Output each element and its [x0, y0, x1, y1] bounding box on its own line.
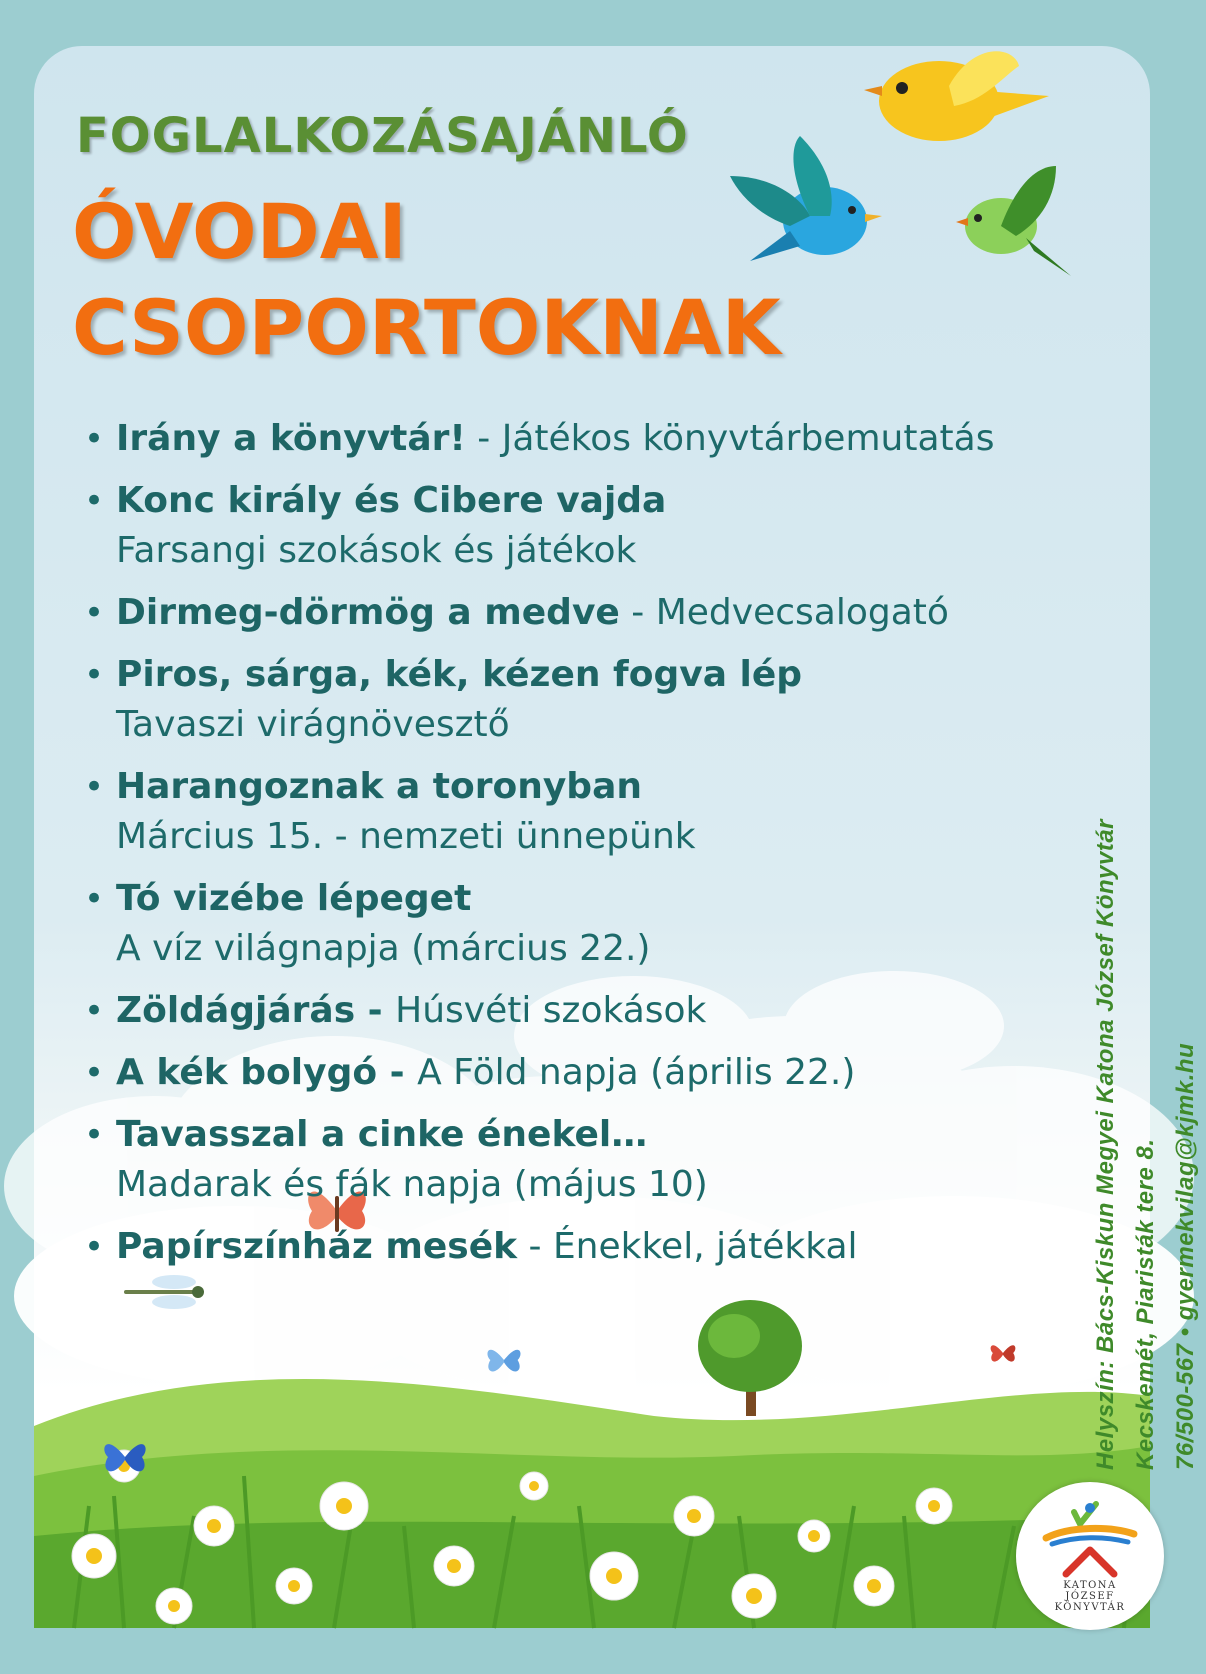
butterfly-icon: [484, 1340, 524, 1380]
list-item: [76, 762, 1076, 862]
butterfly-icon: [100, 1432, 150, 1482]
program-title: Papírszínház mesék: [116, 1226, 518, 1267]
list-item: [76, 1222, 1076, 1272]
venue-line-address: Kecskemét, Piaristák tere 8.: [1132, 1138, 1159, 1470]
program-title: Irány a könyvtár!: [116, 418, 466, 459]
bullet-icon: •: [84, 1053, 105, 1093]
venue-line-contact: 76/500-567 • gyermekvilag@kjmk.hu: [1172, 1042, 1199, 1470]
program-title: Tavasszal a cinke énekel…: [116, 1114, 648, 1155]
bullet-icon: •: [84, 655, 105, 695]
logo-line1: KATONA: [1063, 1580, 1117, 1591]
venue-info: [1086, 750, 1206, 1470]
list-item: [76, 650, 1076, 750]
program-title: Dirmeg-dörmög a medve: [116, 592, 620, 633]
bullet-icon: •: [84, 481, 105, 521]
main-title-line1: ÓVODAI: [72, 187, 407, 276]
bullet-icon: •: [84, 593, 105, 633]
list-item: [76, 1048, 1076, 1098]
venue-line-location: Helyszín: Bács-Kiskun Megyei Katona József Könyvtár: [1092, 818, 1119, 1470]
program-title: Piros, sárga, kék, kézen fogva lép: [116, 654, 803, 695]
butterfly-icon: [986, 1338, 1020, 1368]
program-title: Harangoznak a toronyban: [116, 766, 642, 807]
program-separator: -: [377, 1052, 418, 1093]
tree-icon: [698, 1300, 802, 1416]
program-description: Énekkel, játékkal: [552, 1226, 858, 1267]
program-title: Tó vizébe lépeget: [116, 878, 472, 919]
main-title: [72, 184, 781, 376]
program-description: Húsvéti szokások: [395, 990, 707, 1031]
kicker-title: FOGLALKOZÁSAJÁNLÓ: [76, 108, 689, 164]
library-logo: [1016, 1482, 1164, 1630]
program-description: A Föld napja (április 22.): [417, 1052, 856, 1093]
program-title: Zöldágjárás: [116, 990, 356, 1031]
list-item: [76, 476, 1076, 576]
program-description: Játékos könyvtárbemutatás: [501, 418, 995, 459]
program-title: A kék bolygó: [116, 1052, 378, 1093]
program-subtitle: Március 15. - nemzeti ünnepünk: [116, 816, 696, 857]
bullet-icon: •: [84, 879, 105, 919]
list-item: [76, 986, 1076, 1036]
library-logo-text: [1016, 1580, 1164, 1613]
main-title-line2: CSOPORTOKNAK: [72, 283, 781, 372]
logo-line2: JÓZSEF: [1065, 1591, 1115, 1602]
logo-line3: KÖNYVTÁR: [1054, 1602, 1126, 1613]
bullet-icon: •: [84, 1115, 105, 1155]
daisy-icon: [34, 1426, 1150, 1628]
program-separator: -: [465, 418, 502, 459]
program-list: [76, 414, 1076, 1284]
program-subtitle: A víz világnapja (március 22.): [116, 928, 651, 969]
library-logo-icon: [1040, 1498, 1140, 1578]
list-item: [76, 1110, 1076, 1210]
program-description: Medvecsalogató: [655, 592, 949, 633]
bullet-icon: •: [84, 419, 105, 459]
green-bird-icon: [956, 166, 1086, 286]
program-separator: -: [517, 1226, 553, 1267]
list-item: [76, 414, 1076, 464]
program-subtitle: Madarak és fák napja (május 10): [116, 1164, 708, 1205]
poster-panel: [34, 46, 1199, 1628]
program-title: Konc király és Cibere vajda: [116, 480, 667, 521]
program-separator: -: [355, 990, 396, 1031]
list-item: [76, 588, 1076, 638]
list-item: [76, 874, 1076, 974]
program-separator: -: [619, 592, 656, 633]
program-subtitle: Tavaszi virágnövesztő: [116, 704, 510, 745]
bullet-icon: •: [84, 991, 105, 1031]
bullet-icon: •: [84, 1227, 105, 1267]
program-subtitle: Farsangi szokások és játékok: [116, 530, 637, 571]
bullet-icon: •: [84, 767, 105, 807]
